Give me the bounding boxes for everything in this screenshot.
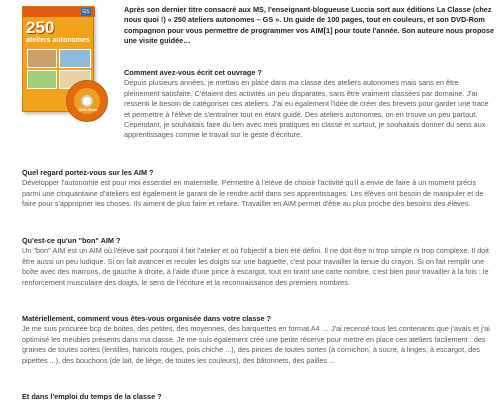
section-how-written [124,68,494,141]
lead-paragraph: Après son dernier titre consacré aux MS, l'enseignant-blogueuse Luccia sort aux éditions La Classe (chez nous quoi !) « 250 ateliers autonomes – GS ». Un guide de 100 pages, tout en couleurs, et son DVD-Rom compagnon pour vous permettre de programmer vos AIM[1] pour toute l'année. Son auteure nous propose une visite guidée… [124,5,495,46]
book-level-badge: GS [82,9,90,15]
section-question: Qu'est-ce qu'un "bon" AIM ? [22,236,121,245]
photo-thumbnail [27,70,57,89]
dvd-disc-icon [66,80,108,122]
section-organisation [22,314,494,366]
section-question: Et dans l'emploi du temps de la classe ? [22,392,162,400]
dvd-label: DVD-Rom [78,107,98,112]
section-answer: Un "bon" AIM est un AIM où l'élève sait pourquoi il fait l'atelier et où l'objectif a bien été défini. Il ne doit être ni trop simple ni trop complexe. Il doit être aussi un peu ludique. Si on fait avancer et reculer les doigts sur une baguette, c'est pour travailler la tenue du crayon. Si on fait remplir une boîte avec des marrons, de gauche à droite, à l'aide d'une pince à escargot, tout en tirant une carte nombre, c'est bien pour travailler à la fois : le renforcement musculaire des doigts, le sens de l'écriture et la reconnaissance des premiers nombres. [22,246,489,287]
section-schedule [22,392,494,400]
section-answer: Développer l'autonomie est pour moi essentiel en maternelle. Permettre à l'élève de choisir l'activité qu'il a envie de faire à un moment précis parmi une cinquantaine d'ateliers est également le garant de le rendre actif dans ses apprentissages. Les élèves ont besoin de manipuler et de faire pour s'approprier les choses. Ils aiment de plus faire et refaire. Travailler en AIM permet d'être au plus proche des besoins des élèves. [22,178,484,209]
article-lead [124,5,494,47]
book-title: 250 [26,18,55,37]
section-question: Quel regard portez-vous sur les AIM ? [22,168,154,177]
book-cover-image [22,6,108,124]
section-answer: Depuis plusieurs années, je mettais en place dans ma classe des ateliers autonomes mais sans en être pleinement satisfaite. C'étaient des activités un peu disparates, sans être vraiment classées par domaine. J'ai ressenti le besoin de catégoriser ces ateliers. J'ai eu également l'idée de créer des brevets pour garder une trace et permettre à l'élève de s'entraîner tout en étant guidé. Des ateliers autonomes, on en trouve un peu partout. Cependant, je souhaitais faire du lien avec mes pratiques en classe et surtout, je souhaitais donner du sens aux apprentissages comme le travail sur le geste d'écriture. [124,78,489,140]
section-aim-view [22,168,494,210]
section-answer: Je me suis procurée bcp de boites, des petites, des moyennes, des barquettes en format A4 … J'ai recensé tous les contenants que j'avais et j'ai optimisé les meubles présents dans ma classe. Je me suis également créé une petite réserve pour mettre en place ces ateliers facilement : des graines de toutes sortes (lentilles, haricots rouges, pois chiche ...), des pinces de toutes sortes (à cornichon, à sucre, à linges, à escargot, des pipettes ...), des bouchons (de lait, de liège, de toutes les couleurs), des bâtonnets, des pailles ... [22,324,490,365]
book-subtitle: ateliers autonomes [26,37,90,44]
photo-thumbnail [27,49,57,68]
photo-thumbnail [59,49,91,68]
section-good-aim [22,236,494,288]
section-question: Comment avez-vous écrit cet ouvrage ? [124,68,262,77]
section-question: Matériellement, comment vous êtes-vous organisée dans votre classe ? [22,314,271,323]
